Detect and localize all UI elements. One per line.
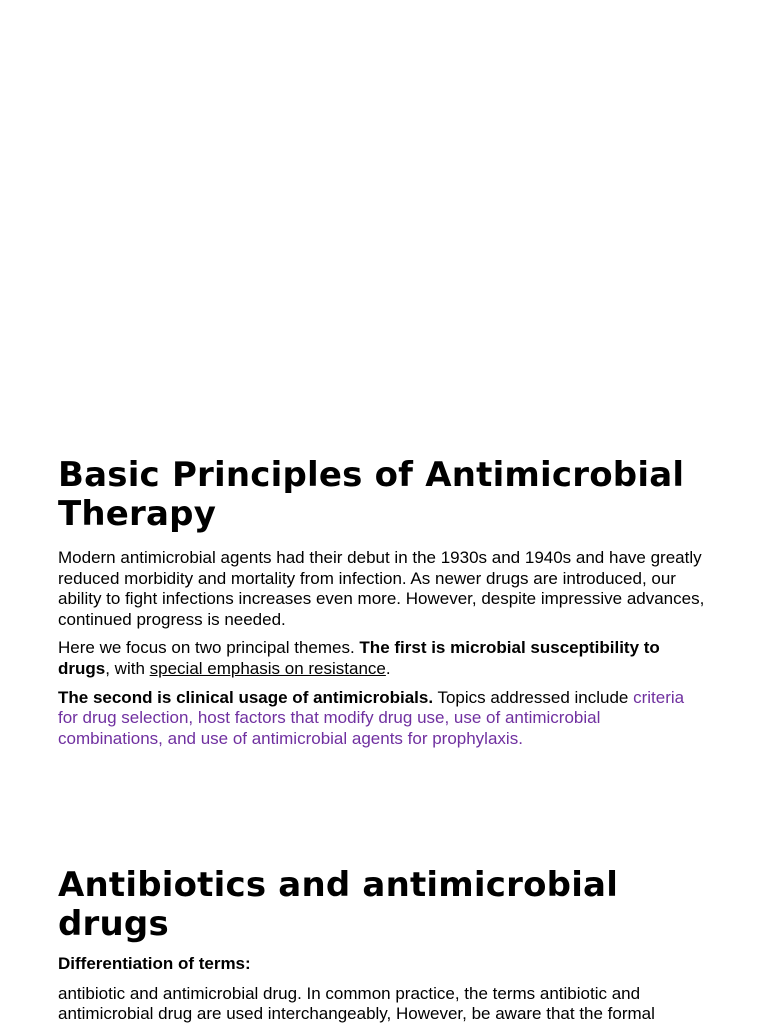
intro-paragraph: Modern antimicrobial agents had their debut in the 1930s and 1940s and have greatly reduced morbidity and mortality from infection. As newer drugs are introduced, our ability to fight infections increases even more. However, despite impressive advances, continued progress is needed. <box>58 548 705 629</box>
resistance-emphasis-text: special emphasis on resistance <box>149 658 386 678</box>
second-theme-text: The second is clinical usage of antimicrobials. <box>58 687 434 707</box>
terms-paragraph: antibiotic and antimicrobial drug. In common practice, the terms antibiotic and antimicrobial drug are used interchangeably, However, be aware that the formal <box>58 983 655 1024</box>
clinical-usage-paragraph <box>58 688 708 750</box>
themes-intro-text: Here we focus on two principal themes. <box>58 638 360 658</box>
topics-highlight-text: criteria for drug selection, host factors that modify drug use, use of antimicrobial combinations, and use of antimicrobial agents for prophylaxis. <box>58 687 685 748</box>
section-antibiotics <box>58 866 708 1024</box>
themes-end-text: . <box>385 658 391 678</box>
section-heading: Basic Principles of Antimicrobial Therapy <box>58 455 685 534</box>
themes-paragraph <box>58 638 708 679</box>
section-heading: Antibiotics and antimicrobial drugs <box>58 865 619 944</box>
differentiation-label: Differentiation of terms: <box>58 954 251 973</box>
first-theme-text: The first is microbial susceptibility to drugs <box>58 638 660 678</box>
themes-connector-text: , with <box>105 658 150 678</box>
section-basic-principles <box>58 456 708 757</box>
topics-intro-text: Topics addressed include <box>433 687 634 707</box>
